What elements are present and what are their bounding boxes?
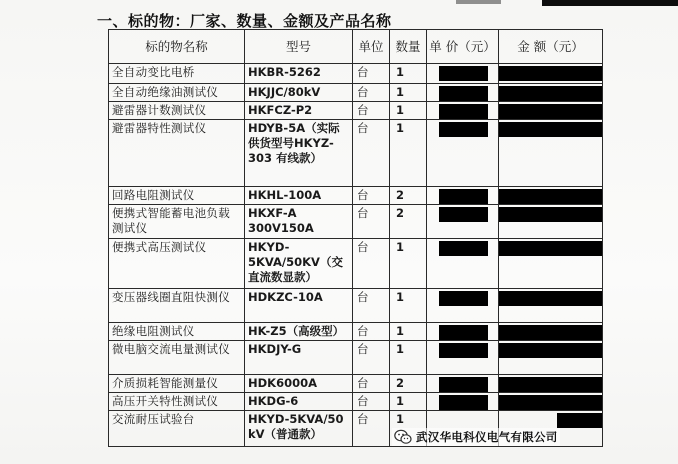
price-redaction bbox=[439, 66, 488, 81]
row-unit: 台 bbox=[353, 187, 390, 205]
amount-redaction bbox=[557, 413, 603, 428]
row-qty: 1 bbox=[390, 64, 427, 84]
header-qty: 数量 bbox=[390, 30, 427, 64]
amount-redaction bbox=[499, 189, 603, 204]
amount-redaction bbox=[499, 66, 603, 81]
row-qty: 1 bbox=[390, 84, 427, 102]
table-row bbox=[109, 375, 603, 393]
row-amount bbox=[499, 84, 603, 102]
table-row bbox=[109, 84, 603, 102]
row-model: HDYB-5A（实际供货型号HKYZ-303 有线款） bbox=[245, 120, 353, 187]
row-unit: 台 bbox=[353, 341, 390, 375]
row-model: HDKZC-10A bbox=[245, 289, 353, 323]
header-unit: 单位 bbox=[353, 30, 390, 64]
price-redaction bbox=[439, 395, 488, 410]
row-amount bbox=[499, 323, 603, 341]
row-amount bbox=[499, 102, 603, 120]
row-amount bbox=[499, 120, 603, 187]
row-amount bbox=[499, 239, 603, 289]
amount-redaction bbox=[499, 104, 603, 119]
table-row bbox=[109, 323, 603, 341]
price-redaction bbox=[439, 343, 488, 358]
table-row bbox=[109, 289, 603, 323]
row-name: 变压器线圈直阻快测仪 bbox=[109, 289, 245, 323]
row-amount bbox=[499, 205, 603, 239]
amount-redaction bbox=[499, 86, 603, 101]
row-amount bbox=[499, 187, 603, 205]
wechat-watermark bbox=[392, 428, 560, 446]
table-row bbox=[109, 393, 603, 411]
row-model: HKHL-100A bbox=[245, 187, 353, 205]
row-unit: 台 bbox=[353, 393, 390, 411]
row-name: 回路电阻测试仪 bbox=[109, 187, 245, 205]
row-price bbox=[427, 84, 499, 102]
table-row bbox=[109, 120, 603, 187]
row-name: 高压开关特性测试仪 bbox=[109, 393, 245, 411]
row-qty: 1 bbox=[390, 323, 427, 341]
row-model: HKYD-5KVA/50KV（交直流数显款） bbox=[245, 239, 353, 289]
price-redaction bbox=[439, 104, 488, 119]
row-amount bbox=[499, 393, 603, 411]
row-name: 绝缘电阻测试仪 bbox=[109, 323, 245, 341]
row-model: HKFCZ-P2 bbox=[245, 102, 353, 120]
row-qty: 2 bbox=[390, 187, 427, 205]
row-unit: 台 bbox=[353, 375, 390, 393]
section-heading: 一、标的物：厂家、数量、金额及产品名称 bbox=[97, 12, 392, 30]
row-qty: 1 bbox=[390, 341, 427, 375]
row-qty: 1 bbox=[390, 411, 427, 447]
row-name: 介质损耗智能测量仪 bbox=[109, 375, 245, 393]
amount-redaction bbox=[499, 207, 603, 222]
row-qty: 2 bbox=[390, 375, 427, 393]
table-header-row bbox=[109, 30, 603, 64]
row-price bbox=[427, 341, 499, 375]
header-price: 单 价（元） bbox=[427, 30, 499, 64]
row-price bbox=[427, 102, 499, 120]
row-amount bbox=[499, 375, 603, 393]
row-model: HKDG-6 bbox=[245, 393, 353, 411]
header-model: 型号 bbox=[245, 30, 353, 64]
amount-redaction bbox=[499, 241, 603, 256]
row-unit: 台 bbox=[353, 84, 390, 102]
amount-redaction bbox=[499, 377, 603, 392]
row-qty: 1 bbox=[390, 393, 427, 411]
row-name: 全自动变比电桥 bbox=[109, 64, 245, 84]
amount-redaction bbox=[499, 325, 603, 340]
row-price bbox=[427, 120, 499, 187]
wechat-icon bbox=[394, 429, 412, 445]
row-unit: 台 bbox=[353, 64, 390, 84]
row-qty: 1 bbox=[390, 289, 427, 323]
header-name: 标的物名称 bbox=[109, 30, 245, 64]
table-row bbox=[109, 187, 603, 205]
row-price bbox=[427, 187, 499, 205]
row-model: HKJJC/80kV bbox=[245, 84, 353, 102]
row-model: HKBR-5262 bbox=[245, 64, 353, 84]
price-redaction bbox=[439, 291, 488, 306]
row-name: 避雷器计数测试仪 bbox=[109, 102, 245, 120]
table-row bbox=[109, 64, 603, 84]
price-redaction bbox=[439, 241, 488, 256]
price-redaction bbox=[439, 325, 488, 340]
amount-redaction bbox=[499, 291, 603, 306]
amount-redaction bbox=[499, 122, 603, 137]
top-scan-mark bbox=[456, 0, 501, 4]
row-model: HKXF-A 300V150A bbox=[245, 205, 353, 239]
row-unit: 台 bbox=[353, 239, 390, 289]
table-row bbox=[109, 102, 603, 120]
price-redaction bbox=[439, 207, 488, 222]
row-price bbox=[427, 323, 499, 341]
row-name: 全自动绝缘油测试仪 bbox=[109, 84, 245, 102]
row-price bbox=[427, 239, 499, 289]
row-unit: 台 bbox=[353, 120, 390, 187]
row-price bbox=[427, 393, 499, 411]
amount-redaction bbox=[499, 395, 603, 410]
row-price bbox=[427, 205, 499, 239]
row-price bbox=[427, 289, 499, 323]
row-name: 避雷器特性测试仪 bbox=[109, 120, 245, 187]
row-unit: 台 bbox=[353, 102, 390, 120]
price-redaction bbox=[439, 122, 488, 137]
row-name: 便携式智能蓄电池负载测试仪 bbox=[109, 205, 245, 239]
amount-redaction bbox=[499, 343, 603, 358]
row-amount bbox=[499, 289, 603, 323]
header-amount: 金 额（元） bbox=[499, 30, 603, 64]
row-amount bbox=[499, 64, 603, 84]
row-model: HKDJY-G bbox=[245, 341, 353, 375]
price-redaction bbox=[439, 377, 488, 392]
row-unit: 台 bbox=[353, 289, 390, 323]
row-name: 微电脑交流电量测试仪 bbox=[109, 341, 245, 375]
row-model: HK-Z5（高级型） bbox=[245, 323, 353, 341]
row-price bbox=[427, 64, 499, 84]
row-unit: 台 bbox=[353, 323, 390, 341]
row-qty: 1 bbox=[390, 239, 427, 289]
row-amount bbox=[499, 341, 603, 375]
row-qty: 1 bbox=[390, 102, 427, 120]
row-price bbox=[427, 375, 499, 393]
row-qty: 1 bbox=[390, 120, 427, 187]
table-row bbox=[109, 341, 603, 375]
price-redaction bbox=[439, 189, 488, 204]
row-model: HKYD-5KVA/50 kV（普通款） bbox=[245, 411, 353, 447]
row-unit: 台 bbox=[353, 411, 390, 447]
row-name: 便携式高压测试仪 bbox=[109, 239, 245, 289]
row-name: 交流耐压试验台 bbox=[109, 411, 245, 447]
product-table bbox=[108, 29, 603, 447]
row-qty: 2 bbox=[390, 205, 427, 239]
table-row bbox=[109, 239, 603, 289]
row-unit: 台 bbox=[353, 205, 390, 239]
row-model: HDK6000A bbox=[245, 375, 353, 393]
price-redaction bbox=[439, 86, 488, 101]
top-redaction-bar bbox=[542, 0, 678, 6]
watermark-text: 武汉华电科仪电气有限公司 bbox=[416, 430, 558, 444]
table-row bbox=[109, 205, 603, 239]
